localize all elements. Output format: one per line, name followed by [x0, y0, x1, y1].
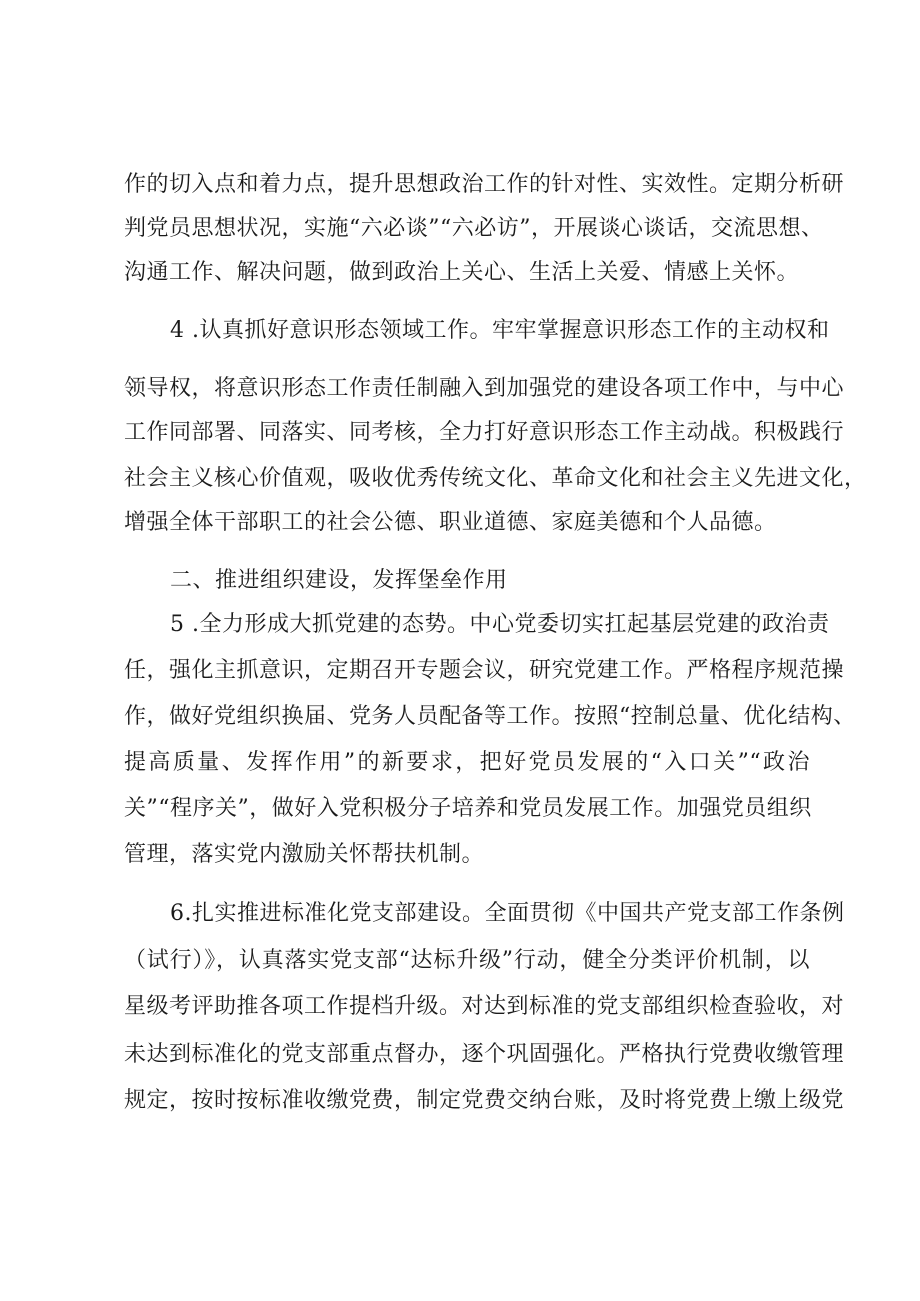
text-line: 4 .认真抓好意识形态领域工作。牢牢掌握意识形态工作的主动权和 — [170, 318, 830, 343]
text-line: 沟通工作、解决问题，做到政治上关心、生活上关爱、情感上关怀。 — [124, 260, 800, 285]
text-line: 任，强化主抓意识，定期召开专题会议，研究党建工作。严格程序规范操 — [124, 658, 845, 683]
text-line: 关”“程序关”，做好入党积极分子培养和党员发展工作。加强党员组织 — [124, 796, 812, 821]
text-line: 管理，落实党内激励关怀帮扶机制。 — [124, 842, 485, 867]
text-line: 未达到标准化的党支部重点督办，逐个巩固强化。严格执行党费收缴管理 — [124, 1042, 845, 1067]
text-line: 社会主义核心价值观，吸收优秀传统文化、革命文化和社会主义先进文化， — [124, 466, 867, 491]
text-line: 6.扎实推进标准化党支部建设。全面贯彻《中国共产党支部工作条例 — [170, 901, 845, 926]
text-line: 判党员思想状况，实施“六必谈”“六必访”，开展谈心谈话，交流思想、 — [124, 216, 824, 241]
text-line: 提高质量、发挥作用”的新要求，把好党员发展的“入口关”“政治 — [124, 750, 810, 775]
text-line: 作的切入点和着力点，提升思想政治工作的针对性、实效性。定期分析研 — [124, 172, 845, 197]
text-line: 5 .全力形成大抓党建的态势。中心党委切实扛起基层党建的政治责 — [170, 612, 830, 637]
text-line: 星级考评助推各项工作提档升级。对达到标准的党支部组织检查验收，对 — [124, 994, 845, 1019]
text-line: 作，做好党组织换届、党务人员配备等工作。按照“控制总量、优化结构、 — [124, 704, 856, 729]
section-heading: 二、推进组织建设，发挥堡垒作用 — [170, 568, 508, 593]
text-line: 工作同部署、同落实、同考核，全力打好意识形态工作主动战。积极践行 — [124, 420, 845, 445]
text-line: 规定，按时按标准收缴党费，制定党费交纳台账，及时将党费上缴上级党 — [124, 1088, 845, 1113]
text-line: 增强全体干部职工的社会公德、职业道德、家庭美德和个人品德。 — [124, 510, 777, 535]
text-line: （试行）》，认真落实党支部“达标升级”行动，健全分类评价机制，以 — [124, 948, 810, 973]
text-line: 领导权，将意识形态工作责任制融入到加强党的建设各项工作中，与中心 — [124, 376, 845, 401]
